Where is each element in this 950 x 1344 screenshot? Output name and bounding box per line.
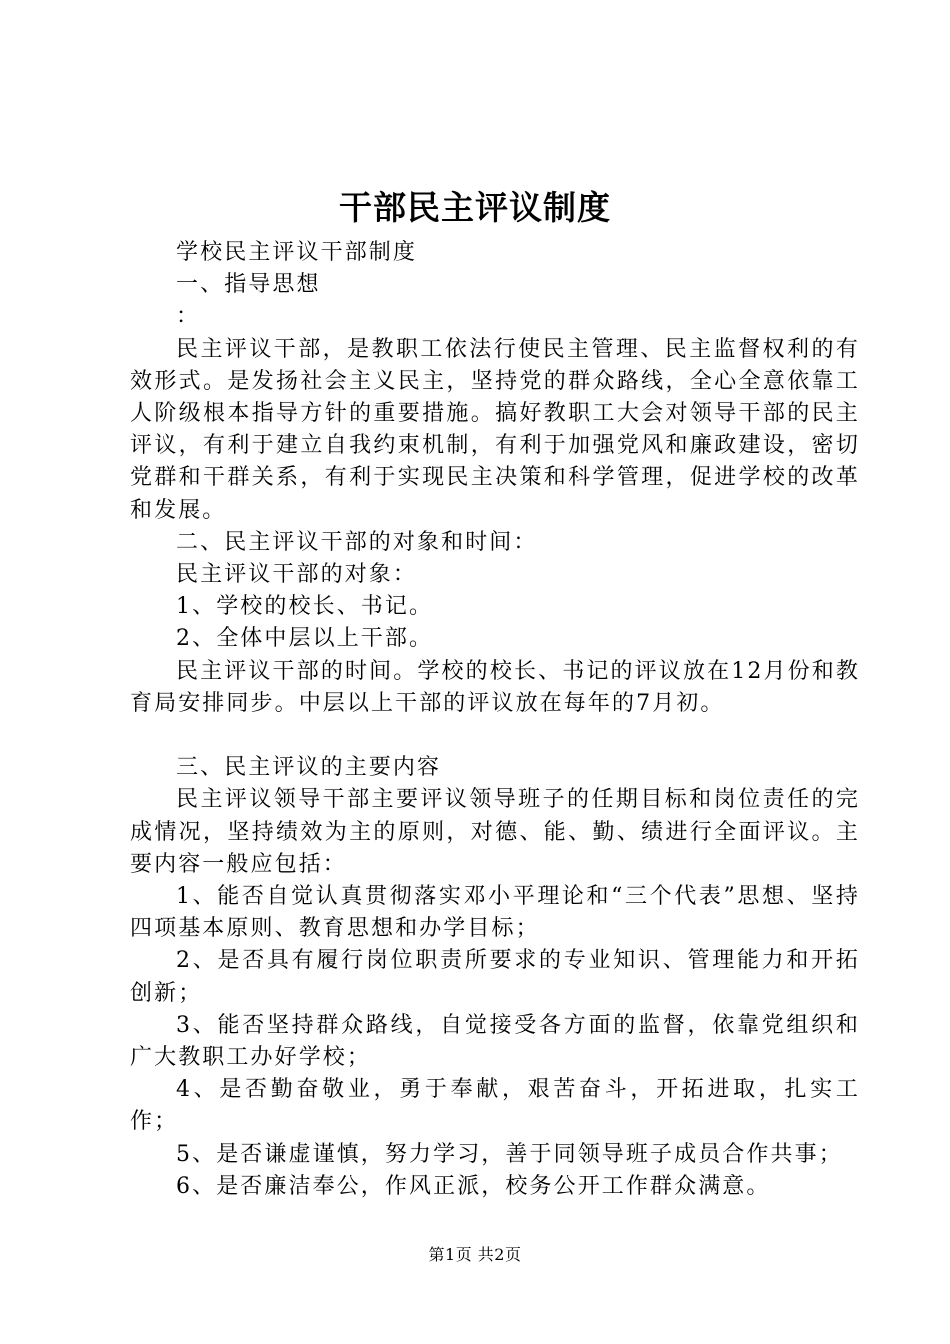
- paragraph-objects-label: 民主评议干部的对象：: [176, 562, 418, 588]
- list-item-content-5: 5、是否谦虚谨慎，努力学习，善于同领导班子成员合作共事；: [176, 1141, 843, 1167]
- list-item-content-6: 6、是否廉洁奉公，作风正派，校务公开工作群众满意。: [176, 1173, 771, 1199]
- list-item-content-4: 4、是否勤奋敬业，勇于奉献，艰苦奋斗，开拓进取，扎实工作；: [130, 1077, 860, 1135]
- list-item-content-1: 1、能否自觉认真贯彻落实邓小平理论和“三个代表”思想、坚持四项基本原则、教育思想和办学目标；: [130, 884, 860, 942]
- document-body: [130, 237, 860, 1203]
- section-heading-2: 二、民主评议干部的对象和时间：: [176, 529, 538, 555]
- list-item-object-2: 2、全体中层以上干部。: [176, 626, 434, 652]
- paragraph-spacer: [130, 720, 860, 752]
- paragraph-guiding-idea: 民主评议干部，是教职工依法行使民主管理、民主监督权利的有效形式。是发扬社会主义民主，坚持党的群众路线，全心全意依靠工人阶级根本指导方针的重要措施。搞好教职工大会对领导干部的民主评议，有利于建立自我约束机制，有利于加强党风和廉政建设，密切党群和干群关系，有利于实现民主决策和科学管理，促进学校的改革和发展。: [130, 336, 860, 523]
- paragraph-time: 民主评议干部的时间。学校的校长、书记的评议放在12月份和教育局安排同步。中层以上干部的评议放在每年的7月初。: [130, 658, 860, 716]
- list-item-object-1: 1、学校的校长、书记。: [176, 594, 434, 620]
- document-title: 干部民主评议制度: [339, 188, 611, 227]
- list-item-content-3: 3、能否坚持群众路线，自觉接受各方面的监督，依靠党组织和广大教职工办好学校；: [130, 1012, 860, 1071]
- paragraph-main-content: 民主评议领导干部主要评议领导班子的任期目标和岗位责任的完成情况，坚持绩效为主的原则，对德、能、勤、绩进行全面评议。主要内容一般应包括：: [130, 787, 860, 877]
- paragraph-colon: ：: [176, 304, 201, 330]
- paragraph-subtitle: 学校民主评议干部制度: [176, 240, 418, 265]
- section-heading-3: 三、民主评议的主要内容: [176, 755, 442, 781]
- list-item-content-2: 2、是否具有履行岗位职责所要求的专业知识、管理能力和开拓创新；: [130, 948, 860, 1006]
- section-heading-1: 一、指导思想: [176, 272, 321, 298]
- page-number-footer: 第1页 共2页: [428, 1245, 522, 1264]
